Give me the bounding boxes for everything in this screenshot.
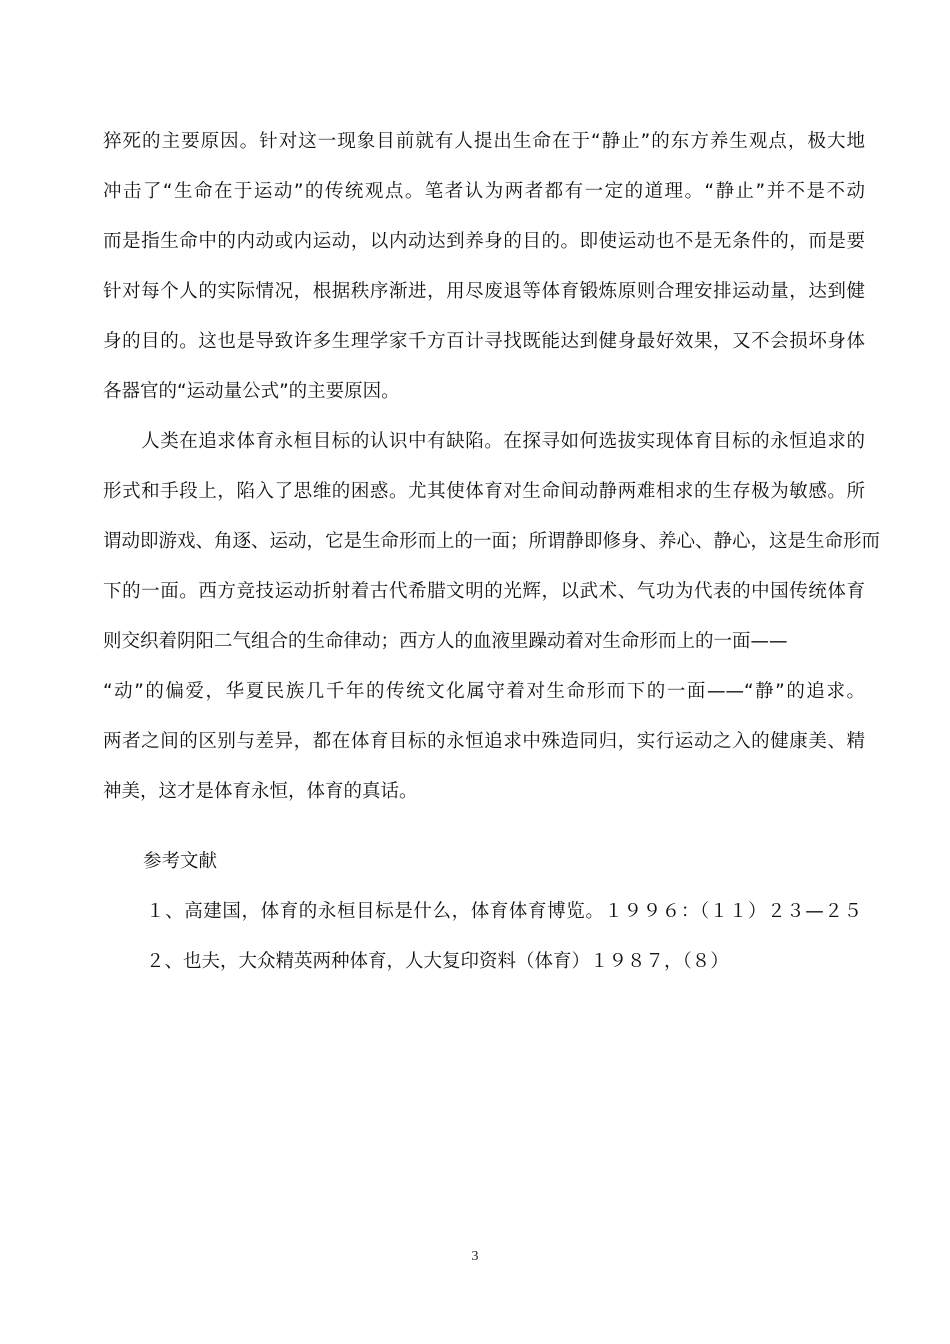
reference-item-1: １、高建国，体育的永桓目标是什么，体育体育博览。１９９６：（１１）２３—２５ xyxy=(146,901,862,922)
paragraph-2-line-8: 神美，这才是体育永恒，体育的真话。 xyxy=(103,781,418,802)
page-number: 3 xyxy=(471,1249,479,1264)
paragraph-2-line-2: 形式和手段上，陷入了思维的困惑。尤其使体育对生命间动静两难相求的生存极为敏感。所 xyxy=(103,481,865,502)
paragraph-1-line-4: 针对每个人的实际情况，根据秩序渐进，用尽废退等体育锻炼原则合理安排运动量，达到健 xyxy=(103,281,865,302)
paragraph-1-line-2: 冲击了“生命在于运动”的传统观点。笔者认为两者都有一定的道理。“静止”并不是不动 xyxy=(103,181,865,202)
reference-item-2: ２、也夫，大众精英两种体育，人大复印资料（体育）１９８７，（８） xyxy=(146,951,729,972)
paragraph-1-line-5: 身的目的。这也是导致许多生理学家千方百计寻找既能达到健身最好效果，又不会损坏身体 xyxy=(103,331,865,352)
references-title: 参考文献 xyxy=(143,851,218,872)
paragraph-2-line-5: 则交织着阴阳二气组合的生命律动；西方人的血液里躁动着对生命形而上的一面—— xyxy=(103,631,788,652)
paragraph-1-line-3: 而是指生命中的内动或内运动，以内动达到养身的目的。即使运动也不是无条件的，而是要 xyxy=(103,231,865,252)
paragraph-2-line-4: 下的一面。西方竞技运动折射着古代希腊文明的光辉，以武术、气功为代表的中国传统体育 xyxy=(103,581,865,602)
paragraph-2-line-6: “动”的偏爱，华夏民族几千年的传统文化属守着对生命形而下的一面——“静”的追求。 xyxy=(103,681,865,702)
paragraph-2-line-1: 人类在追求体育永桓目标的认识中有缺陷。在探寻如何选拔实现体育目标的永恒追求的 xyxy=(103,431,865,452)
paragraph-2-line-7: 两者之间的区别与差异，都在体育目标的永恒追求中殊造同归，实行运动之入的健康美、精 xyxy=(103,731,865,752)
paragraph-1-line-6: 各器官的“运动量公式”的主要原因。 xyxy=(103,381,400,402)
paragraph-2-line-3: 谓动即游戏、角逐、运动，它是生命形而上的一面；所谓静即修身、养心、静心，这是生命形而 xyxy=(103,531,881,552)
paragraph-1-line-1: 猝死的主要原因。针对这一现象目前就有人提出生命在于“静止”的东方养生观点，极大地 xyxy=(103,131,865,152)
